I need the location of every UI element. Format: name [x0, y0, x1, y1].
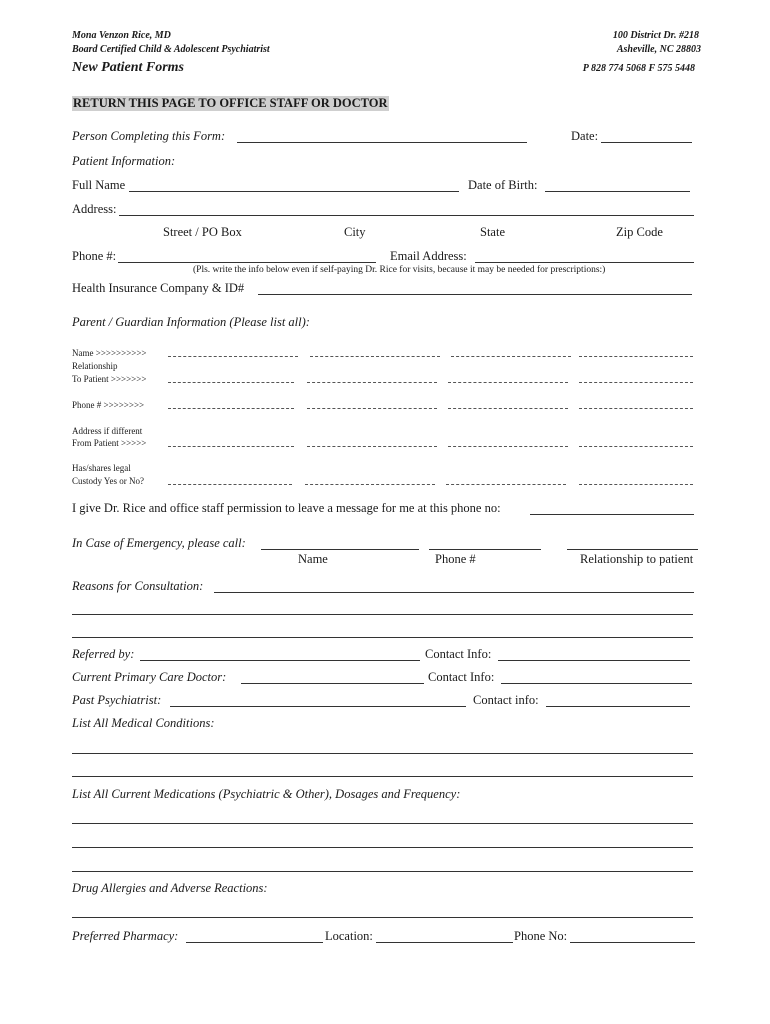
guardian-name-field-3[interactable] — [451, 356, 571, 357]
person-completing-label: Person Completing this Form: — [72, 129, 226, 143]
consultation-label: Reasons for Consultation: — [72, 579, 204, 593]
medications-field-2[interactable] — [72, 847, 693, 848]
guardian-relationship-label-2: To Patient >>>>>>> — [72, 374, 147, 384]
emergency-phone-caption: Phone # — [435, 552, 476, 566]
guardian-relationship-label-1: Relationship — [72, 361, 118, 371]
pharmacy-phone-field[interactable] — [570, 942, 695, 943]
guardian-custody-label-2: Custody Yes or No? — [72, 476, 145, 486]
guardian-relationship-field-1[interactable] — [168, 382, 294, 383]
permission-label: I give Dr. Rice and office staff permission to leave a message for me at this phone no: — [72, 501, 501, 515]
guardian-phone-field-1[interactable] — [168, 408, 294, 409]
phone-label: Phone #: — [72, 249, 117, 263]
medical-conditions-label: List All Medical Conditions: — [72, 716, 215, 730]
primary-care-contact-label: Contact Info: — [428, 670, 495, 684]
guardian-address-field-4[interactable] — [579, 446, 693, 447]
medications-label: List All Current Medications (Psychiatric & Other), Dosages and Frequency: — [72, 787, 461, 801]
guardian-phone-label: Phone # >>>>>>>> — [72, 400, 145, 410]
guardian-address-field-1[interactable] — [168, 446, 294, 447]
pharmacy-field[interactable] — [186, 942, 323, 943]
zip-caption: Zip Code — [616, 225, 663, 239]
patient-information-heading: Patient Information: — [72, 154, 176, 168]
guardian-phone-field-3[interactable] — [448, 408, 568, 409]
past-psychiatrist-field[interactable] — [170, 706, 466, 707]
date-field[interactable] — [601, 142, 692, 143]
consultation-field-2[interactable] — [72, 614, 693, 615]
emergency-relationship-field[interactable] — [567, 549, 698, 550]
full-name-field[interactable] — [129, 191, 459, 192]
office-address-line1: 100 District Dr. #218 — [612, 30, 699, 41]
address-label: Address: — [72, 202, 117, 216]
return-banner: RETURN THIS PAGE TO OFFICE STAFF OR DOCTOR — [73, 96, 388, 110]
email-label: Email Address: — [390, 249, 467, 263]
consultation-field-3[interactable] — [72, 637, 693, 638]
guardian-name-field-2[interactable] — [310, 356, 440, 357]
primary-care-field[interactable] — [241, 683, 424, 684]
street-caption: Street / PO Box — [163, 225, 242, 239]
primary-care-contact-field[interactable] — [501, 683, 692, 684]
guardian-phone-field-4[interactable] — [579, 408, 693, 409]
allergies-label: Drug Allergies and Adverse Reactions: — [72, 881, 268, 895]
guardian-address-field-2[interactable] — [307, 446, 437, 447]
person-completing-field[interactable] — [237, 142, 527, 143]
insurance-note: (Pls. write the info below even if self-paying Dr. Rice for visits, because it may be needed for prescriptions:) — [193, 265, 606, 275]
dob-label: Date of Birth: — [468, 178, 538, 192]
guardian-custody-field-3[interactable] — [446, 484, 566, 485]
guardian-address-label-2: From Patient >>>>> — [72, 438, 147, 448]
guardian-address-field-3[interactable] — [448, 446, 568, 447]
referred-by-label: Referred by: — [72, 647, 135, 661]
city-caption: City — [344, 225, 366, 239]
emergency-label: In Case of Emergency, please call: — [72, 536, 246, 550]
guardian-custody-field-1[interactable] — [168, 484, 292, 485]
insurance-label: Health Insurance Company & ID# — [72, 281, 245, 295]
guardian-relationship-field-4[interactable] — [579, 382, 693, 383]
guardian-heading: Parent / Guardian Information (Please list all): — [72, 315, 310, 329]
primary-care-label: Current Primary Care Doctor: — [72, 670, 227, 684]
guardian-custody-label-1: Has/shares legal — [72, 463, 131, 473]
permission-phone-field[interactable] — [530, 514, 694, 515]
guardian-custody-field-4[interactable] — [579, 484, 693, 485]
emergency-name-field[interactable] — [261, 549, 419, 550]
date-label: Date: — [571, 129, 599, 143]
guardian-name-field-4[interactable] — [579, 356, 693, 357]
dob-field[interactable] — [545, 191, 690, 192]
emergency-name-caption: Name — [298, 552, 328, 566]
office-phone-fax: P 828 774 5068 F 575 5448 — [582, 63, 695, 74]
pharmacy-location-field[interactable] — [376, 942, 513, 943]
past-psychiatrist-contact-label: Contact info: — [473, 693, 539, 707]
past-psychiatrist-contact-field[interactable] — [546, 706, 690, 707]
referred-contact-label: Contact Info: — [425, 647, 492, 661]
consultation-field-1[interactable] — [214, 592, 694, 593]
guardian-relationship-field-3[interactable] — [448, 382, 568, 383]
guardian-phone-field-2[interactable] — [307, 408, 437, 409]
medical-conditions-field-1[interactable] — [72, 753, 693, 754]
guardian-name-label: Name >>>>>>>>>> — [72, 348, 147, 358]
emergency-relationship-caption: Relationship to patient — [580, 552, 694, 566]
past-psychiatrist-label: Past Psychiatrist: — [72, 693, 162, 707]
guardian-custody-field-2[interactable] — [305, 484, 435, 485]
office-address-line2: Asheville, NC 28803 — [616, 44, 701, 55]
medications-field-3[interactable] — [72, 871, 693, 872]
email-field[interactable] — [475, 262, 694, 263]
allergies-field[interactable] — [72, 917, 693, 918]
referred-by-field[interactable] — [140, 660, 420, 661]
guardian-relationship-field-2[interactable] — [307, 382, 437, 383]
emergency-phone-field[interactable] — [429, 549, 541, 550]
full-name-label: Full Name — [72, 178, 126, 192]
pharmacy-label: Preferred Pharmacy: — [72, 929, 179, 943]
guardian-name-field-1[interactable] — [168, 356, 298, 357]
medical-conditions-field-2[interactable] — [72, 776, 693, 777]
insurance-field[interactable] — [258, 294, 692, 295]
medications-field-1[interactable] — [72, 823, 693, 824]
phone-field[interactable] — [118, 262, 376, 263]
address-field[interactable] — [119, 215, 694, 216]
doctor-credential: Board Certified Child & Adolescent Psychiatrist — [72, 44, 270, 55]
state-caption: State — [480, 225, 505, 239]
referred-contact-field[interactable] — [498, 660, 690, 661]
doctor-name: Mona Venzon Rice, MD — [72, 30, 171, 41]
guardian-address-label-1: Address if different — [72, 426, 143, 436]
pharmacy-phone-label: Phone No: — [514, 929, 568, 943]
form-title: New Patient Forms — [72, 60, 185, 75]
pharmacy-location-label: Location: — [325, 929, 373, 943]
